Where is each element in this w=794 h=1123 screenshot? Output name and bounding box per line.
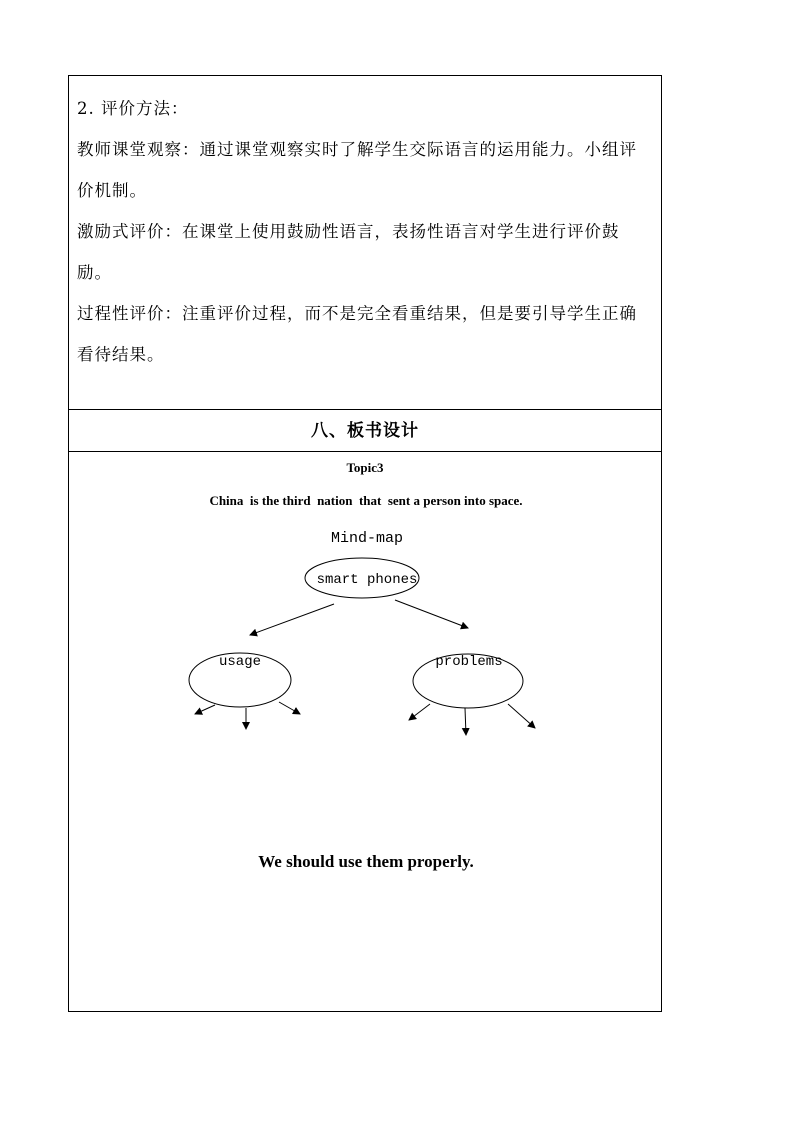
evaluation-methods-cell [69,76,661,410]
problems-arrow-left [409,704,430,720]
topic-label: Topic3 [346,460,384,475]
conclusion-sentence: We should use them properly. [258,852,474,871]
problems-node-label: problems [435,654,503,670]
usage-node-label: usage [218,654,262,670]
problems-arrow-down [465,708,466,735]
usage-arrow-right [279,702,300,714]
problems-arrow-right [508,704,535,728]
arrow-center-to-usage [250,604,334,635]
usage-arrow-left [195,705,215,714]
mind-map-diagram [69,452,661,1011]
lesson-plan-table [68,75,662,1012]
topic-sentence: China is the third nation that sent a person into space. [209,493,523,508]
evaluation-paragraph-3: 过程性评价：注重评价过程，而不是完全看重结果，但是要引导学生正确看待结果。 [77,304,637,364]
board-design-cell [69,452,661,1011]
arrow-center-to-problems [395,600,468,628]
evaluation-paragraph-2: 激励式评价：在课堂上使用鼓励性语言，表扬性语言对学生进行评价鼓励。 [77,222,620,282]
evaluation-title: 2. 评价方法： [77,99,189,118]
board-design-heading: 八、板书设计 [69,410,661,452]
mind-map-label: Mind-map [330,530,404,547]
evaluation-paragraph-1: 教师课堂观察：通过课堂观察实时了解学生交际语言的运用能力。小组评价机制。 [77,140,637,200]
center-node-label: smart phones [316,572,418,588]
